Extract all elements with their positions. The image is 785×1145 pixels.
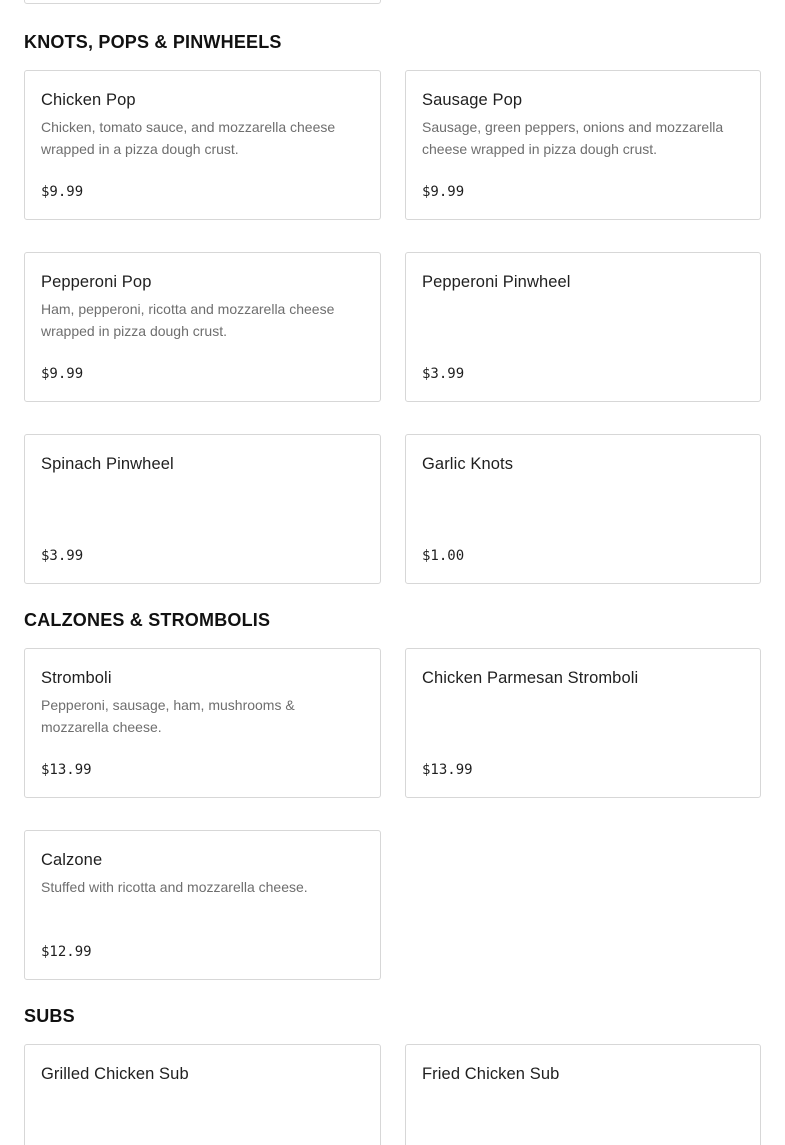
menu-item-name: Sausage Pop: [422, 91, 523, 109]
menu-item-card[interactable]: [24, 252, 381, 402]
menu-item-card[interactable]: [24, 1044, 381, 1145]
menu-item-price: $3.99: [422, 366, 465, 382]
menu-item-name: Stromboli: [41, 669, 112, 687]
menu-item-name: Grilled Chicken Sub: [41, 1065, 189, 1083]
menu-item-card[interactable]: [405, 648, 761, 798]
menu-item-price: $9.99: [41, 366, 84, 382]
section-title-calzones: CALZONES & STROMBOLIS: [24, 610, 271, 630]
menu-item-card[interactable]: [24, 434, 381, 584]
menu-item-name: Calzone: [41, 851, 103, 869]
menu-item-description: Stuffed with ricotta and mozzarella cheese.: [41, 879, 308, 895]
menu-item-price: $13.99: [41, 762, 92, 778]
menu-item-description: Chicken, tomato sauce, and mozzarella cheese wrapped in a pizza dough crust.: [41, 119, 336, 157]
menu-item-name: Fried Chicken Sub: [422, 1065, 560, 1083]
menu-item-name: Pepperoni Pinwheel: [422, 273, 571, 291]
menu-item-card[interactable]: [405, 252, 761, 402]
section-title-subs: SUBS: [24, 1006, 75, 1026]
menu-item-name: Chicken Parmesan Stromboli: [422, 669, 639, 687]
menu-item-card[interactable]: [24, 648, 381, 798]
menu-item-card[interactable]: [405, 70, 761, 220]
menu-item-name: Pepperoni Pop: [41, 273, 152, 291]
menu-item-price: $3.99: [41, 548, 84, 564]
menu-item-price: $13.99: [422, 762, 473, 778]
menu-item-card-partial[interactable]: [24, 0, 381, 4]
menu-item-card[interactable]: [24, 830, 381, 980]
menu-item-description: Ham, pepperoni, ricotta and mozzarella cheese wrapped in pizza dough crust.: [41, 301, 335, 339]
menu-item-price: $9.99: [422, 184, 465, 200]
menu-item-name: Garlic Knots: [422, 455, 514, 473]
menu-item-price: $12.99: [41, 944, 92, 960]
menu-item-description: Sausage, green peppers, onions and mozzarella cheese wrapped in pizza dough crust.: [422, 119, 724, 157]
menu-item-name: Spinach Pinwheel: [41, 455, 174, 473]
menu-item-price: $9.99: [41, 184, 84, 200]
menu-item-name: Chicken Pop: [41, 91, 136, 109]
menu-item-card[interactable]: [405, 434, 761, 584]
menu-item-description: Pepperoni, sausage, ham, mushrooms & mozzarella cheese.: [41, 697, 295, 735]
menu-item-price: $1.00: [422, 548, 465, 564]
menu-item-card[interactable]: [24, 70, 381, 220]
menu-item-card[interactable]: [405, 1044, 761, 1145]
section-title-knots: KNOTS, POPS & PINWHEELS: [24, 32, 282, 52]
